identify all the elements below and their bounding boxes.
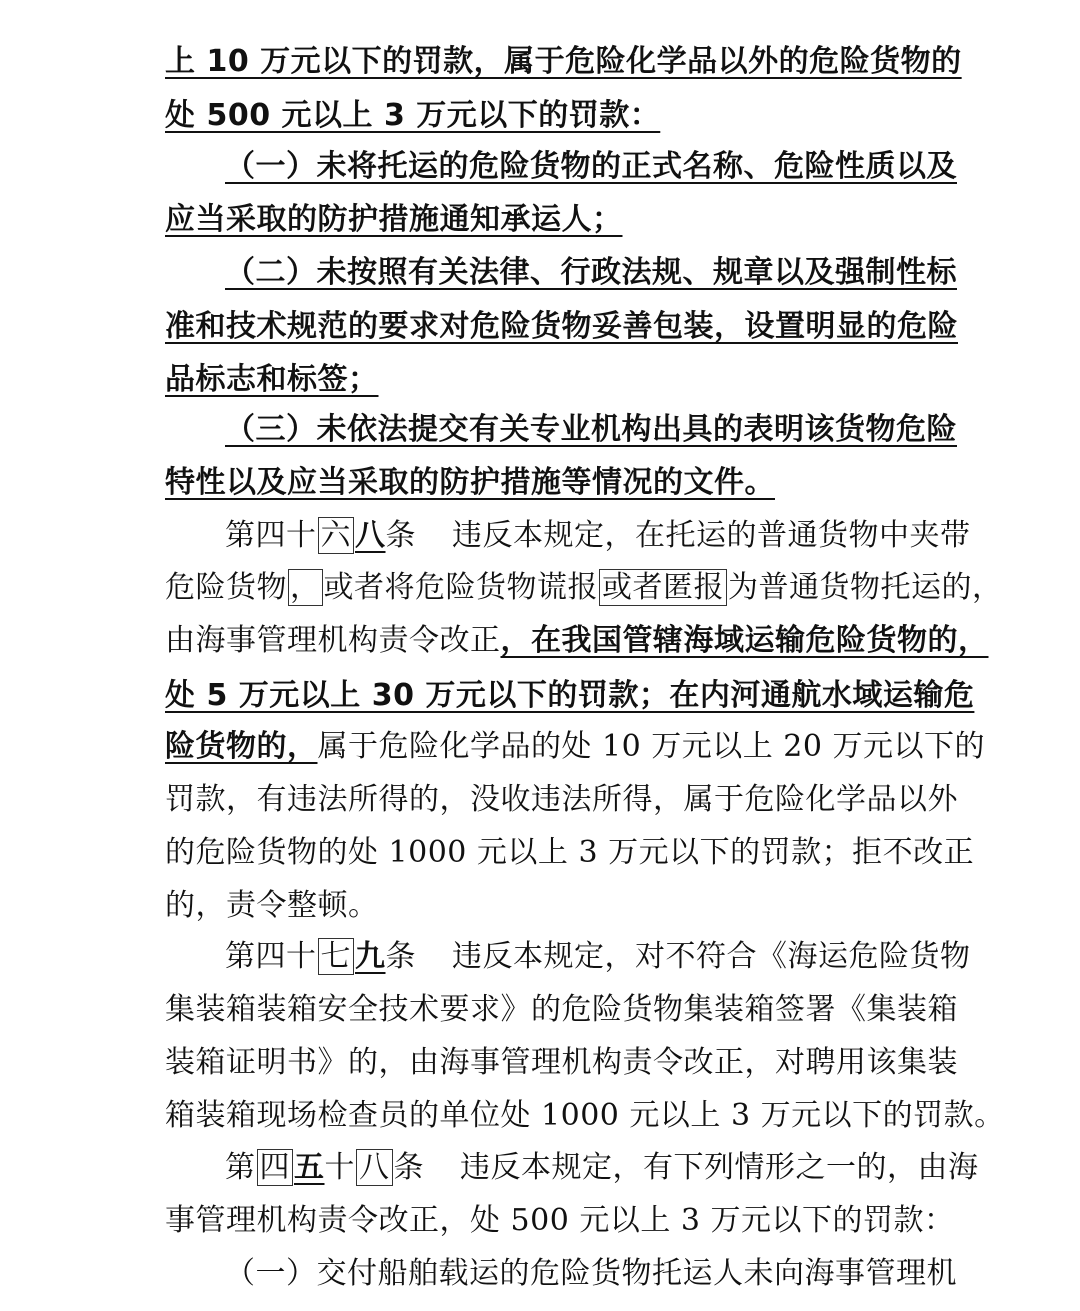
text-line: 处 5 万元以上 30 万元以下的罚款；在内河通航水域运输危: [165, 678, 975, 713]
text-line: 的，责令整顿。: [165, 888, 379, 923]
text-line: [165, 621, 989, 661]
text-line: 的危险货物的处 1000 元以上 3 万元以下的罚款；拒不改正: [165, 835, 975, 870]
text-line: 品标志和标签；: [165, 362, 379, 397]
text-line: 事管理机构责令改正，处 500 元以上 3 万元以下的罚款：: [165, 1203, 955, 1238]
inserted-mark: 八: [355, 518, 386, 553]
deleted-mark: 或者匿报: [599, 569, 727, 606]
inserted-mark: 九: [355, 939, 386, 974]
article-48-heading-line: [225, 516, 971, 556]
deleted-mark: ，: [290, 570, 321, 605]
article-prefix: 第四十: [225, 939, 317, 974]
inserted-mark: 险货物的，: [165, 729, 318, 764]
text-line: 准和技术规范的要求对危险货物妥善包装，设置明显的危险: [165, 309, 958, 344]
article-suffix: 条: [385, 939, 416, 974]
text-line: （三）未依法提交有关专业机构出具的表明该货物危险: [225, 412, 957, 447]
inserted-mark: ，在我国管辖海域运输危险货物的，: [500, 623, 989, 658]
article-prefix: 第: [225, 1150, 256, 1185]
text-span: 属于危险化学品的处 10 万元以上 20 万元以下的: [317, 729, 985, 764]
article-suffix: 条: [393, 1150, 424, 1185]
article-text: 违反本规定，对不符合《海运危险货物: [452, 939, 971, 974]
text-line: 处 500 元以上 3 万元以下的罚款：: [165, 98, 661, 133]
article-text: 违反本规定，在托运的普通货物中夹带: [452, 518, 971, 553]
text-line: [165, 727, 985, 767]
text-line: （二）未按照有关法律、行政法规、规章以及强制性标: [225, 255, 957, 290]
text-span: 或者将危险货物谎报: [323, 570, 598, 605]
text-line: 应当采取的防护措施通知承运人；: [165, 202, 623, 237]
text-line: 集装箱装箱安全技术要求》的危险货物集装箱签署《集装箱: [165, 992, 958, 1027]
deleted-mark: 四: [257, 1149, 294, 1186]
article-suffix: 条: [385, 518, 416, 553]
text-line: （一）未将托运的危险货物的正式名称、危险性质以及: [225, 149, 957, 184]
article-middle: 十: [324, 1150, 355, 1185]
deleted-mark: 八: [356, 1149, 393, 1186]
article-prefix: 第四十: [225, 518, 317, 553]
article-50-heading-line: [225, 1148, 979, 1188]
deleted-mark: 六: [318, 517, 355, 554]
text-span: 为普通货物托运的，: [728, 570, 1003, 605]
text-line: 罚款，有违法所得的，没收违法所得，属于危险化学品以外: [165, 782, 958, 817]
text-span: 危险货物: [165, 570, 287, 605]
text-line: 装箱证明书》的，由海事管理机构责令改正，对聘用该集装: [165, 1045, 958, 1080]
text-line: （一）交付船舶载运的危险货物托运人未向海事管理机: [225, 1256, 957, 1291]
article-49-heading-line: [225, 937, 971, 977]
text-span: 由海事管理机构责令改正: [165, 623, 501, 658]
deleted-mark: 七: [318, 938, 355, 975]
text-line: [165, 568, 1003, 608]
article-text: 违反本规定，有下列情形之一的，由海: [460, 1150, 979, 1185]
text-line: 上 10 万元以下的罚款，属于危险化学品以外的危险货物的: [165, 44, 962, 79]
text-line: 特性以及应当采取的防护措施等情况的文件。: [165, 465, 775, 500]
text-line: 箱装箱现场检查员的单位处 1000 元以上 3 万元以下的罚款。: [165, 1098, 1005, 1133]
inserted-mark: 五: [294, 1150, 325, 1185]
